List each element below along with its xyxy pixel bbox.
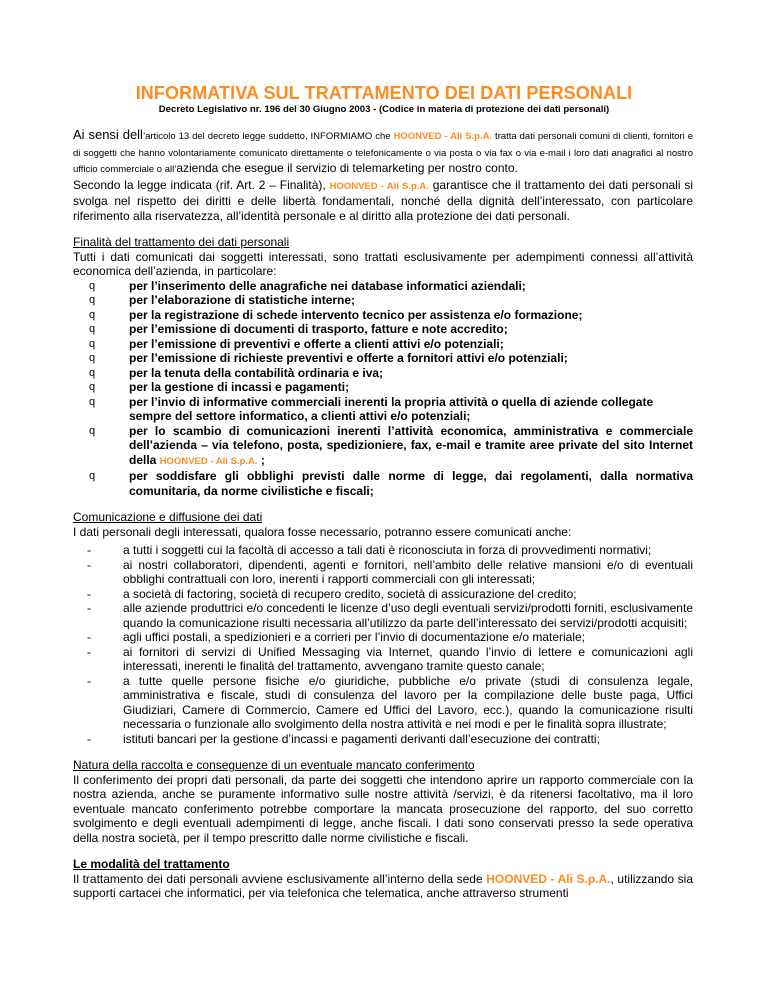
list-item: q per l’inserimento delle anagrafiche nei database informatici aziendali;: [89, 278, 526, 293]
document-title: INFORMATIVA SUL TRATTAMENTO DEI DATI PERSONALI: [135, 83, 633, 103]
dash-icon: -: [87, 586, 91, 601]
dash-icon: -: [87, 673, 91, 688]
section-body: Il conferimento dei propri dati personali, da parte dei soggetti che intendono aprire un rapporto commerciale con la nostra azienda, anche se puramente informativo sulle nostre attività /servizi, è da ritenersi facoltativo, ma il loro eventuale mancato conferimento potrebbe comportare la mancata prosecuzione del rapporto, del suo corretto svolgimento e degli eventuali adempimenti di legge, anche fiscali. I dati sono conservati presso la sede operativa della nostra società, per il tempo prescritto dalle norme civilistiche e fiscali.: [73, 772, 693, 845]
list-item: - alle aziende produttrici e/o concedenti le licenze d’uso degli eventuali servizi/prodotti forniti, esclusivamente quando la comunicazione risulti necessaria all’utilizzo da parte dell’interessato dei servizi/prodotti acquisiti;: [87, 601, 693, 630]
list-item: - a tutte quelle persone fisiche e/o giuridiche, pubbliche e/o private (studi di consulenza legale, amministrativa e fiscale, studi di consulenza del lavoro per la compilazione delle buste paga, Uffici Giudiziari, Camere di Commercio, Camere ed Uffici del Lavoro, ecc.), quando la comunicazione risulti necessaria o funzionale allo svolgimento della nostra attività e nei modi e per le finalità sopra illustrate;: [87, 673, 693, 731]
bullet-icon: q: [89, 308, 96, 321]
dash-icon: -: [87, 644, 91, 659]
list-item: q per l’emissione di richieste preventivi e offerte a fornitori attivi e/o potenziali;: [89, 351, 568, 365]
section-heading: Natura della raccolta e conseguenze di un eventuale mancato conferimento: [73, 758, 475, 772]
list-item: q per l’invio di informative commerciali inerenti la propria attività o quella di aziende collegate sempre del settore informatico, a clienti attivi e/o potenziali;: [89, 394, 654, 423]
bullet-icon: q: [89, 366, 96, 379]
bullet-icon: q: [89, 352, 96, 364]
bullet-icon: q: [89, 279, 96, 292]
company-name: HOONVED - Ali S.p.A.: [486, 871, 611, 886]
list-item: q per la registrazione di schede intervento tecnico per assistenza e/o formazione;: [89, 307, 583, 322]
section-heading: Comunicazione e diffusione dei dati: [73, 510, 263, 524]
list-item: q per l’emissione di preventivi e offerte a clienti attivi e/o potenziali;: [89, 336, 504, 351]
bullet-icon: q: [89, 424, 96, 437]
company-name: HOONVED - Ali S.p.A.: [159, 455, 258, 467]
company-name: HOONVED - Ali S.p.A.: [329, 180, 429, 192]
dash-icon: -: [87, 630, 91, 644]
intro-paragraph-1: Ai sensi dell’articolo 13 del decreto legge suddetto, INFORMIAMO che HOONVED - Ali S.p.A. tratta dati personali comuni di clienti, fornitori e di soggetti che hanno volontariamente comunicato direttamente o telefonicamente o via posta o via fax o via e-mail i loro dati anagrafici al nostro ufficio commerciale o all’azienda che esegue il servizio di telemarketing per nostro conto.: [73, 127, 693, 175]
bullet-icon: q: [89, 470, 96, 482]
dash-icon: -: [87, 731, 91, 746]
list-item: q per soddisfare gli obblighi previsti dalle norme di legge, dai regolamenti, dalla normativa comunitaria, da norme civilistiche e fiscali;: [89, 469, 693, 498]
dash-icon: -: [87, 557, 91, 572]
recipients-list: [73, 543, 693, 746]
section-lead: Tutti i dati comunicati dai soggetti interessati, sono trattati esclusivamente per adempimenti connessi all’attività economica dell’azienda, in particolare:: [73, 249, 693, 278]
bullet-icon: q: [89, 337, 96, 350]
bullet-icon: q: [89, 395, 96, 408]
list-item: - agli uffici postali, a spedizionieri e a corrieri per l’invio di documentazione e/o materiale;: [87, 630, 586, 644]
section-lead: I dati personali degli interessati, qualora fosse necessario, potranno essere comunicati anche:: [73, 524, 572, 539]
section-body: Il trattamento dei dati personali avviene esclusivamente all’interno della sede HOONVED - Ali S.p.A., utilizzando sia supporti cartacei che informatici, per via telefonica che telematica, anche attraverso strumenti: [73, 871, 694, 900]
list-item: q per l’elaborazione di statistiche interne;: [89, 293, 356, 307]
list-item: - ai nostri collaboratori, dipendenti, agenti e fornitori, nell’ambito delle relative mansioni e/o di eventuali obblighi contrattuali con loro, inerenti i rapporti commerciali con gli interessati;: [87, 557, 693, 586]
section-finalita: [73, 235, 693, 498]
section-modalita: [73, 857, 693, 901]
bullet-icon: q: [89, 294, 96, 306]
section-heading: Finalità del trattamento dei dati personali: [73, 235, 290, 249]
list-item: - ai fornitori di servizi di Unified Messaging via Internet, quando l’invio di lettere e comunicazioni agli interessati, inerenti le finalità del trattamento, avvengano tramite questo canale;: [87, 644, 693, 673]
bullet-icon: q: [89, 381, 96, 393]
section-comunicazione: [73, 510, 693, 746]
company-name: HOONVED - Ali S.p.A.: [393, 131, 493, 142]
list-item: - a tutti i soggetti cui la facoltà di accesso a tali dati è riconosciuta in forza di provvedimenti normativi;: [87, 543, 652, 557]
list-item: q per lo scambio di comunicazioni inerenti l’attività economica, amministrativa e commerciale dell’azienda – via telefono, posta, spedizioniere, fax, e-mail e tramite aree private del sito Internet della HOONVED - Ali S.p.A. ;: [89, 423, 693, 467]
dash-icon: -: [87, 601, 91, 615]
list-item: q per l’emissione di documenti di trasporto, fatture e note accredito;: [89, 322, 508, 336]
document-body: [73, 128, 693, 901]
section-natura: [73, 758, 693, 845]
bullet-icon: q: [89, 323, 96, 335]
section-heading: Le modalità del trattamento: [73, 857, 230, 871]
dash-icon: -: [87, 543, 91, 557]
intro-paragraph-2: Secondo la legge indicata (rif. Art. 2 – Finalità), HOONVED - Ali S.p.A. garantisce che il trattamento dei dati personali si svolga nel rispetto dei diritti e delle libertà fondamentali, nonché della dignità dell’interessato, con particolare riferimento alla riservatezza, all’identità personale e al diritto alla protezione dei dati personali.: [73, 177, 694, 223]
document-subtitle: Decreto Legislativo nr. 196 del 30 Giugno 2003 - (Codice in materia di protezione dei dati personali): [158, 104, 610, 115]
purpose-list: [73, 279, 693, 499]
list-item: - a società di factoring, società di recupero credito, società di assicurazione del credito;: [87, 586, 577, 601]
list-item: - istituti bancari per la gestione d’incassi e pagamenti derivanti dall’esecuzione dei contratti;: [87, 731, 600, 746]
list-item: q per la gestione di incassi e pagamenti;: [89, 380, 350, 394]
list-item: q per la tenuta della contabilità ordinaria e iva;: [89, 365, 384, 380]
